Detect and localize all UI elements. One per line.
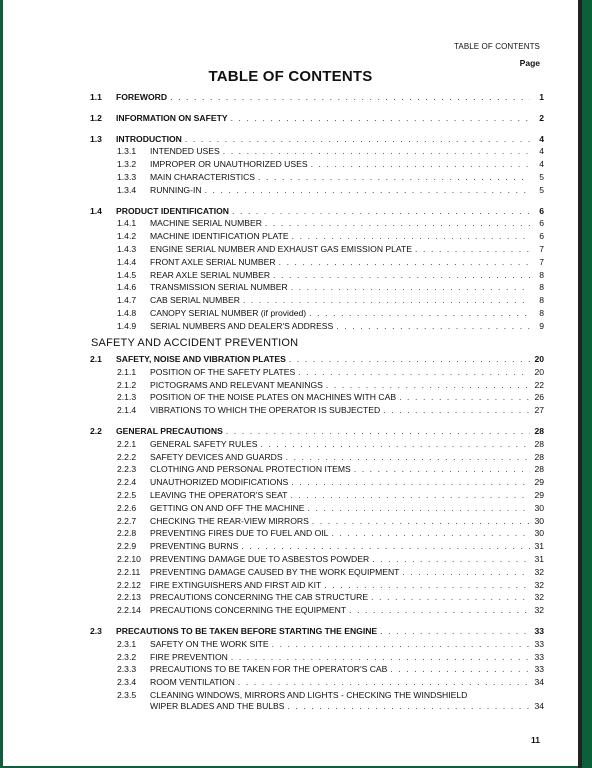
- toc-entry[interactable]: [88, 269, 544, 282]
- toc-leader-dots: [292, 230, 530, 243]
- toc-entry-text: [150, 463, 544, 476]
- toc-entry-page: 8: [539, 269, 544, 280]
- toc-leader-dots: [170, 91, 530, 104]
- toc-entry-label: CLOTHING AND PERSONAL PROTECTION ITEMS: [150, 464, 351, 475]
- toc-spacer: [88, 125, 544, 133]
- toc-entry-page: 5: [539, 171, 544, 182]
- toc-spacer: [88, 417, 544, 425]
- toc-entry-label: PRECAUTIONS CONCERNING THE EQUIPMENT: [150, 605, 347, 616]
- toc-entry-text: [150, 366, 544, 379]
- toc-entry-label: VIBRATIONS TO WHICH THE OPERATOR IS SUBJECTED: [150, 405, 381, 416]
- running-header: TABLE OF CONTENTS: [453, 42, 540, 51]
- toc-entry[interactable]: [88, 307, 544, 320]
- toc-entry-label: LEAVING THE OPERATOR'S SEAT: [150, 489, 288, 500]
- toc-entry-page: 28: [534, 464, 544, 475]
- toc-entry-page: 1: [539, 92, 544, 102]
- toc-entry[interactable]: [88, 476, 544, 489]
- toc-entry-page: 33: [534, 638, 544, 649]
- toc-entry-page: 7: [539, 256, 544, 267]
- toc-entry-page: 4: [539, 133, 544, 144]
- toc-entry-label: CAB SERIAL NUMBER: [150, 295, 240, 306]
- toc-leader-dots: [415, 243, 530, 256]
- toc-entry-text: [150, 638, 544, 651]
- toc-leader-dots: [309, 307, 530, 320]
- toc-entry-page: 32: [534, 605, 544, 616]
- toc-entry-number: 2.2.1: [117, 438, 137, 449]
- toc-entry-page: 28: [534, 425, 544, 436]
- toc-leader-dots: [298, 366, 530, 379]
- toc-entry-text: [150, 579, 544, 592]
- toc-entry-text: [150, 320, 544, 333]
- toc-entry-label: PRECAUTIONS TO BE TAKEN FOR THE OPERATOR'S CAB: [150, 664, 388, 675]
- toc-entry-page: 20: [534, 354, 544, 364]
- toc-entry-number: 2.3.2: [117, 651, 137, 662]
- toc-entry-page: 27: [534, 405, 544, 416]
- toc-part-2: [88, 353, 544, 713]
- toc-entry[interactable]: [88, 591, 544, 604]
- toc-entry-label: CANOPY SERIAL NUMBER (if provided): [150, 307, 307, 318]
- page-edge: [578, 0, 582, 768]
- toc-entry[interactable]: [88, 676, 544, 689]
- toc-entry-text: [116, 425, 544, 438]
- toc-entry-label: MACHINE SERIAL NUMBER: [150, 218, 262, 229]
- toc-entry-number: 2.2.3: [117, 464, 137, 475]
- toc-entry[interactable]: [88, 451, 544, 464]
- toc-leader-dots: [273, 269, 530, 282]
- toc-leader-dots: [349, 604, 530, 617]
- toc-entry-number: 2.2.8: [117, 528, 137, 539]
- toc-entry-label: POSITION OF THE SAFETY PLATES: [150, 366, 296, 377]
- toc-entry-text: [150, 676, 544, 689]
- toc-leader-dots: [238, 676, 530, 689]
- toc-entry-number: 1.1: [90, 92, 102, 102]
- toc-entry-page: 33: [534, 664, 544, 675]
- toc-spacer: [88, 104, 544, 112]
- toc-entry-label: SAFETY DEVICES AND GUARDS: [150, 451, 283, 462]
- toc-entry-number: 2.2.11: [117, 566, 141, 577]
- toc-leader-dots: [371, 591, 530, 604]
- toc-entry[interactable]: [88, 320, 544, 333]
- toc-entry-text: [150, 145, 544, 158]
- toc-entry-label: INTRODUCTION: [116, 133, 182, 144]
- toc-entry[interactable]: [88, 91, 544, 104]
- toc-entry[interactable]: [88, 438, 544, 451]
- toc-entry-page: 4: [539, 146, 544, 157]
- toc-entry-label: POSITION OF THE NOISE PLATES ON MACHINES WITH CAB: [150, 392, 397, 403]
- toc-entry-label: RUNNING-IN: [150, 184, 202, 195]
- toc-entry-number: 1.3.1: [117, 146, 137, 157]
- toc-entry-label: TRANSMISSION SERIAL NUMBER: [150, 282, 288, 293]
- toc-entry-text: [150, 527, 544, 540]
- toc-entry-text: [150, 476, 544, 489]
- toc-entry-number: 2.3.5: [117, 689, 137, 700]
- toc-leader-dots: [260, 438, 530, 451]
- toc-leader-dots: [289, 353, 530, 366]
- toc-entry-text: [150, 269, 544, 282]
- toc-entry-number: 1.4.9: [117, 320, 137, 331]
- toc-entry-number: 2.3.1: [117, 638, 137, 649]
- toc-leader-dots: [291, 281, 530, 294]
- toc-entry-label: PRECAUTIONS CONCERNING THE CAB STRUCTURE: [150, 592, 369, 603]
- toc-entry-number: 2.2.13: [117, 592, 141, 603]
- toc-entry-label: GENERAL SAFETY RULES: [150, 438, 258, 449]
- toc-entry-number: 2.2.10: [117, 553, 141, 564]
- toc-entry-line2: [150, 700, 544, 713]
- toc-entry-label: CHECKING THE REAR-VIEW MIRRORS: [150, 515, 309, 526]
- toc-entry-page: 34: [534, 677, 544, 688]
- toc-leader-dots: [231, 112, 530, 125]
- toc-entry-label: ENGINE SERIAL NUMBER AND EXHAUST GAS EMISSION PLATE: [150, 243, 413, 254]
- toc-entry-text: [116, 625, 544, 638]
- toc-entry-number: 2.1.2: [117, 379, 137, 390]
- toc-entry-page: 30: [534, 515, 544, 526]
- toc-entry-text: [116, 353, 544, 366]
- toc-spacer: [88, 197, 544, 205]
- toc-entry-text: [150, 243, 544, 256]
- toc-entry-number: 2.2.12: [117, 579, 141, 590]
- toc-entry-label: PREVENTING DAMAGE CAUSED BY THE WORK EQUIPMENT: [150, 566, 400, 577]
- toc-entry-label: PICTOGRAMS AND RELEVANT MEANINGS: [150, 379, 323, 390]
- toc-entry-number: 1.4.2: [117, 231, 137, 242]
- toc-entry-number: 2.3: [90, 625, 102, 636]
- toc-leader-dots: [185, 133, 530, 146]
- toc-leader-dots: [372, 553, 530, 566]
- toc-entry[interactable]: [88, 145, 544, 158]
- toc-entry-number: 1.4.8: [117, 307, 137, 318]
- toc-entry[interactable]: [88, 243, 544, 256]
- toc-entry-page: 31: [534, 541, 544, 552]
- toc-entry-page: 6: [539, 231, 544, 242]
- toc-leader-dots: [291, 476, 530, 489]
- toc-entry-text: [150, 184, 544, 197]
- toc-entry-number: 1.4.3: [117, 243, 137, 254]
- toc-entry-number: 2.2: [90, 425, 102, 436]
- toc-entry-number: 2.3.4: [117, 677, 137, 688]
- toc-entry[interactable]: [88, 663, 544, 676]
- toc-entry[interactable]: [88, 553, 544, 566]
- toc-leader-dots: [308, 502, 530, 515]
- toc-leader-dots: [258, 171, 530, 184]
- toc-entry-text: [150, 553, 544, 566]
- toc-entry-label: FIRE EXTINGUISHERS AND FIRST AID KIT: [150, 579, 322, 590]
- toc-leader-dots: [354, 463, 530, 476]
- document-page: [3, 0, 578, 766]
- toc-entry-label: CLEANING WINDOWS, MIRRORS AND LIGHTS - CHECKING THE WINDSHIELD: [150, 689, 468, 700]
- toc-entry-text: [150, 171, 544, 184]
- toc-entry-number: 2.2.9: [117, 541, 137, 552]
- toc-entry-text: [150, 391, 544, 404]
- toc-entry-label: FOREWORD: [116, 92, 168, 102]
- toc-entry-number: 1.3.4: [117, 184, 137, 195]
- toc-entry[interactable]: [88, 379, 544, 392]
- toc-leader-dots: [311, 158, 530, 171]
- toc-entry-page: 32: [534, 579, 544, 590]
- toc-entry-page: 29: [534, 477, 544, 488]
- section-heading-safety: SAFETY AND ACCIDENT PREVENTION: [91, 337, 299, 349]
- page-number: 11: [531, 735, 540, 745]
- toc-entry-label: PREVENTING BURNS: [150, 541, 239, 552]
- toc-entry-page: 22: [534, 379, 544, 390]
- toc-entry-label: UNAUTHORIZED MODIFICATIONS: [150, 477, 289, 488]
- toc-entry-page: 34: [534, 700, 544, 711]
- toc-entry-number: 2.1.1: [117, 366, 137, 377]
- toc-leader-dots: [383, 404, 530, 417]
- toc-entry-text: [150, 404, 544, 417]
- toc-entry-number: 2.3.3: [117, 664, 137, 675]
- toc-entry-text: [150, 379, 544, 392]
- toc-entry-page: 33: [534, 651, 544, 662]
- toc-leader-dots: [402, 566, 530, 579]
- toc-entry-page: 9: [539, 320, 544, 331]
- toc-entry-text: [150, 158, 544, 171]
- toc-entry-page: 6: [539, 218, 544, 229]
- toc-entry-page: 32: [534, 592, 544, 603]
- toc-entry-number: 1.3: [90, 133, 102, 144]
- toc-leader-dots: [336, 320, 530, 333]
- toc-entry-page: 31: [534, 553, 544, 564]
- toc-entry[interactable]: [88, 638, 544, 651]
- toc-entry-text: [150, 451, 544, 464]
- toc-entry-page: 28: [534, 438, 544, 449]
- toc-entry-label: PREVENTING FIRES DUE TO FUEL AND OIL: [150, 528, 329, 539]
- toc-entry[interactable]: [88, 651, 544, 664]
- toc-entry-text: [116, 112, 544, 125]
- toc-entry[interactable]: [88, 217, 544, 230]
- toc-leader-dots: [265, 217, 530, 230]
- toc-leader-dots: [312, 515, 530, 528]
- toc-entry[interactable]: [88, 256, 544, 269]
- toc-entry-number: 2.2.14: [117, 605, 141, 616]
- toc-leader-dots: [399, 391, 530, 404]
- toc-entry[interactable]: [88, 404, 544, 417]
- toc-entry-label: FIRE PREVENTION: [150, 651, 228, 662]
- toc-leader-dots: [279, 256, 530, 269]
- toc-entry[interactable]: [88, 625, 544, 638]
- page-title: TABLE OF CONTENTS: [208, 68, 373, 85]
- toc-entry-label: SERIAL NUMBERS AND DEALER'S ADDRESS: [150, 320, 334, 331]
- toc-entry[interactable]: [88, 579, 544, 592]
- toc-entry-text: [150, 566, 544, 579]
- toc-entry-text: [150, 294, 544, 307]
- toc-entry-label: INTENDED USES: [150, 146, 220, 157]
- toc-leader-dots: [326, 379, 530, 392]
- toc-entry[interactable]: [88, 184, 544, 197]
- toc-entry-label: ROOM VENTILATION: [150, 677, 235, 688]
- toc-leader-dots: [331, 527, 530, 540]
- toc-entry-label: PRECAUTIONS TO BE TAKEN BEFORE STARTING THE ENGINE: [116, 625, 378, 636]
- toc-entry-number: 1.3.3: [117, 171, 137, 182]
- toc-entry[interactable]: [88, 391, 544, 404]
- toc-entry-label: PRODUCT IDENTIFICATION: [116, 205, 229, 216]
- toc-entry[interactable]: [88, 489, 544, 502]
- toc-leader-dots: [223, 145, 530, 158]
- toc-entry-text: [150, 307, 544, 320]
- toc-entry[interactable]: [88, 527, 544, 540]
- toc-leader-dots: [290, 489, 530, 502]
- toc-entry-page: 8: [539, 295, 544, 306]
- toc-entry[interactable]: [88, 540, 544, 553]
- toc-entry-number: 2.2.6: [117, 502, 137, 513]
- toc-entry-number: 1.2: [90, 112, 102, 123]
- toc-entry[interactable]: [88, 171, 544, 184]
- toc-entry-number: 1.3.2: [117, 159, 137, 170]
- toc-entry[interactable]: [88, 294, 544, 307]
- toc-leader-dots: [390, 663, 530, 676]
- toc-entry-number: 2.2.2: [117, 451, 137, 462]
- toc-entry[interactable]: [88, 353, 544, 366]
- toc-leader-dots: [286, 451, 530, 464]
- toc-leader-dots: [232, 205, 530, 218]
- toc-entry-label: MAIN CHARACTERISTICS: [150, 171, 256, 182]
- toc-leader-dots: [288, 700, 530, 713]
- toc-entry-text: [150, 663, 544, 676]
- toc-entry-number: 1.4.7: [117, 295, 137, 306]
- toc-entry-number: 1.4: [90, 205, 102, 216]
- toc-entry-text: [150, 256, 544, 269]
- toc-entry[interactable]: [88, 502, 544, 515]
- toc-entry-number: 1.4.5: [117, 269, 137, 280]
- toc-entry-text: [150, 438, 544, 451]
- toc-entry[interactable]: [88, 366, 544, 379]
- toc-leader-dots: [205, 184, 530, 197]
- toc-leader-dots: [272, 638, 530, 651]
- toc-entry[interactable]: [88, 205, 544, 218]
- toc-entry-label: IMPROPER OR UNAUTHORIZED USES: [150, 159, 308, 170]
- toc-entry-number: 2.2.4: [117, 477, 137, 488]
- toc-entry-text: [150, 217, 544, 230]
- toc-entry-label: GENERAL PRECAUTIONS: [116, 425, 223, 436]
- toc-entry-page: 30: [534, 528, 544, 539]
- toc-entry-label: SAFETY ON THE WORK SITE: [150, 638, 269, 649]
- toc-entry[interactable]: [88, 566, 544, 579]
- toc-entry-text: [150, 502, 544, 515]
- toc-entry-page: 8: [539, 282, 544, 293]
- toc-entry[interactable]: [88, 425, 544, 438]
- toc-entry[interactable]: [88, 463, 544, 476]
- toc-entry-page: 20: [534, 366, 544, 377]
- toc-entry-label: GETTING ON AND OFF THE MACHINE: [150, 502, 305, 513]
- toc-entry-page: 4: [539, 159, 544, 170]
- toc-part-1: [88, 91, 544, 333]
- toc-entry-number: 2.1.4: [117, 405, 137, 416]
- toc-leader-dots: [241, 540, 530, 553]
- toc-entry-page: 33: [534, 625, 544, 636]
- toc-entry[interactable]: [88, 112, 544, 125]
- toc-entry-number: 2.1: [90, 354, 102, 364]
- toc-entry-text: [116, 133, 544, 146]
- toc-entry[interactable]: [88, 604, 544, 617]
- toc-entry-label: INFORMATION ON SAFETY: [116, 112, 228, 123]
- toc-entry-text: [150, 489, 544, 502]
- toc-entry-text: [150, 230, 544, 243]
- toc-entry-page: 28: [534, 451, 544, 462]
- toc-entry[interactable]: [88, 230, 544, 243]
- toc-entry-number: 2.2.7: [117, 515, 137, 526]
- toc-entry-page: 29: [534, 489, 544, 500]
- toc-spacer: [88, 617, 544, 625]
- toc-entry-text: [150, 515, 544, 528]
- toc-entry-number: 2.1.3: [117, 392, 137, 403]
- toc-leader-dots: [380, 625, 530, 638]
- toc-entry-page: 8: [539, 307, 544, 318]
- toc-entry-text: [116, 205, 544, 218]
- toc-entry[interactable]: [88, 515, 544, 528]
- toc-entry-page: 5: [539, 184, 544, 195]
- toc-entry-text: [116, 91, 544, 104]
- toc-entry[interactable]: [88, 133, 544, 146]
- toc-entry-page: 2: [539, 112, 544, 123]
- toc-entry-text: [150, 591, 544, 604]
- toc-entry-page: 26: [534, 392, 544, 403]
- toc-entry-number: 1.4.4: [117, 256, 137, 267]
- toc-entry-page: 30: [534, 502, 544, 513]
- toc-leader-dots: [324, 579, 530, 592]
- toc-entry-page: 7: [539, 243, 544, 254]
- toc-entry-number: 1.4.1: [117, 218, 137, 229]
- toc-entry-label: REAR AXLE SERIAL NUMBER: [150, 269, 271, 280]
- toc-entry-page: 32: [534, 566, 544, 577]
- toc-entry[interactable]: [88, 281, 544, 294]
- toc-entry-label-continued: WIPER BLADES AND THE BULBS: [150, 700, 285, 711]
- toc-entry-label: FRONT AXLE SERIAL NUMBER: [150, 256, 276, 267]
- toc-entry[interactable]: [88, 158, 544, 171]
- toc-entry-label: MACHINE IDENTIFICATION PLATE: [150, 231, 289, 242]
- toc-entry-text: [150, 651, 544, 664]
- toc-leader-dots: [243, 294, 530, 307]
- toc-entry-label: PREVENTING DAMAGE DUE TO ASBESTOS POWDER: [150, 553, 370, 564]
- toc-entry-text: [150, 281, 544, 294]
- toc-entry[interactable]: [88, 689, 544, 713]
- toc-leader-dots: [231, 651, 530, 664]
- toc-leader-dots: [226, 425, 530, 438]
- toc-entry-label: SAFETY, NOISE AND VIBRATION PLATES: [116, 354, 286, 364]
- toc-entry-number: 1.4.6: [117, 282, 137, 293]
- toc-entry-text: [150, 540, 544, 553]
- page-column-label: Page: [519, 58, 540, 68]
- toc-entry-page: 6: [539, 205, 544, 216]
- toc-entry-text: [150, 604, 544, 617]
- toc-entry-number: 2.2.5: [117, 489, 137, 500]
